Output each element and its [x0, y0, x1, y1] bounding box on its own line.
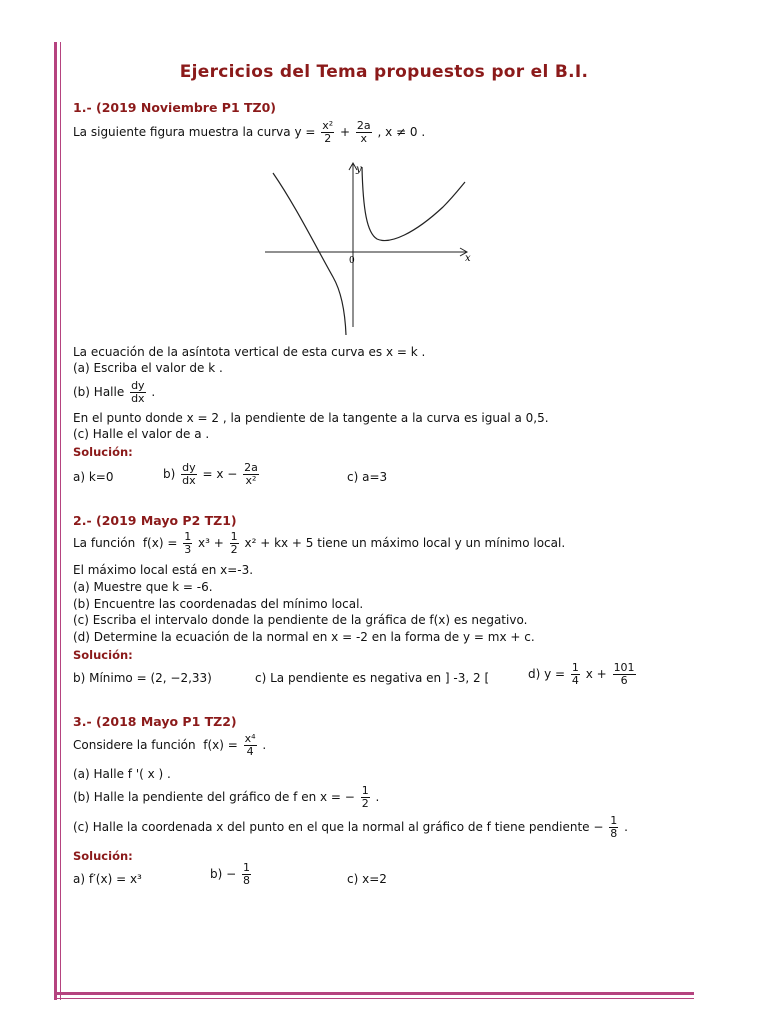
q1-line1: La ecuación de la asíntota vertical de esta curva es x = k .: [73, 345, 426, 359]
page-border-bottom-inner: [54, 998, 694, 999]
q1-source: (2019 Noviembre P1 TZ0): [96, 100, 276, 115]
q2-heading: 2.- (2019 Mayo P2 TZ1): [73, 513, 237, 528]
q3-part-b: (b) Halle la pendiente del gráfico de f en x = − $\frac{1}{2}$ .: [73, 784, 380, 810]
q1-eq-lhs: y =: [294, 125, 316, 139]
q1-part-b: (b) Halle $\frac{dy}{dx}$ .: [73, 379, 156, 405]
q3-sol-c: c) x=2: [347, 872, 387, 886]
q1-intro: La siguiente figura muestra la curva: [73, 125, 291, 139]
origin-label: 0: [349, 256, 355, 266]
y-axis-label: y: [356, 164, 362, 175]
q2-line1: El máximo local está en x=-3.: [73, 563, 254, 577]
page-border-bottom: [54, 992, 694, 995]
q1-eq-cond: , x ≠ 0 .: [377, 125, 426, 139]
q1-curve-graph: [255, 155, 480, 340]
q2-intro-line: La función f(x) = $\frac{1}{3}$ x³ + $\frac{1}{2}$ x² + kx + 5 tiene un máximo local y un mínimo local.: [73, 530, 566, 556]
q1-heading: [73, 100, 276, 115]
q3-sol-b: b) − $\frac{1}{8}$: [210, 861, 250, 887]
page-title: Ejercicios del Tema propuestos por el B.I.: [179, 62, 589, 82]
q1-sol-a: a) k=0: [73, 470, 114, 484]
q1-part-c: (c) Halle el valor de a .: [73, 427, 210, 441]
q1-sol-b: b) $\frac{dy}{dx}$ = x − $\frac{2a}{\text{x²}}$: [163, 461, 258, 487]
q2-part-d: (d) Determine la ecuación de la normal en x = -2 en la forma de y = mx + c.: [73, 630, 535, 644]
q3-heading: 3.- (2018 Mayo P1 TZ2): [73, 714, 237, 729]
q3-sol-a: a) f′(x) = x³: [73, 872, 142, 886]
x-axis-label: x: [465, 253, 471, 264]
q3-part-c: (c) Halle la coordenada x del punto en el que la normal al gráfico de f tiene pendiente − $\frac{1}{8}$ .: [73, 814, 628, 840]
page-border-left-inner: [60, 42, 61, 1000]
q2-sol-c: c) La pendiente es negativa en ] -3, 2 [: [255, 671, 490, 685]
q1-number: 1.-: [73, 100, 92, 115]
q1-sol-c: c) a=3: [347, 470, 388, 484]
q1-eq-frac2: $\frac{2a}{x}$: [356, 119, 371, 145]
q1-eq-frac1: $\frac{\text{x²}}{2}$: [322, 119, 334, 145]
q1-intro-line: La siguiente figura muestra la curva y = $\frac{\text{x²}}{2}$ + $\frac{2a}{x}$ , x ≠ 0 .: [73, 119, 426, 145]
q1-solution-label: Solución:: [73, 445, 133, 459]
q2-sol-b: b) Mínimo = (2, −2,33): [73, 671, 212, 685]
q3-solution-label: Solución:: [73, 849, 133, 863]
q1-line2: En el punto donde x = 2 , la pendiente de la tangente a la curva es igual a 0,5.: [73, 411, 549, 425]
q2-sol-d: d) y = $\frac{1}{4}$ x + $\frac{101}{6}$: [528, 661, 635, 687]
q2-part-c: (c) Escriba el intervalo donde la pendiente de la gráfica de f(x) es negativo.: [73, 613, 528, 627]
q3-intro-line: Considere la función f(x) = $\frac{\text{x⁴}}{4}$ .: [73, 732, 267, 758]
q2-solution-label: Solución:: [73, 648, 133, 662]
curve-left-branch: [273, 173, 346, 335]
q2-part-b: (b) Encuentre las coordenadas del mínimo local.: [73, 597, 364, 611]
q2-part-a: (a) Muestre que k = -6.: [73, 580, 213, 594]
q3-part-a: (a) Halle f '( x ) .: [73, 767, 171, 781]
q1-part-a: (a) Escriba el valor de k .: [73, 361, 223, 375]
curve-right-branch: [362, 167, 465, 241]
page-border-left: [54, 42, 57, 1000]
